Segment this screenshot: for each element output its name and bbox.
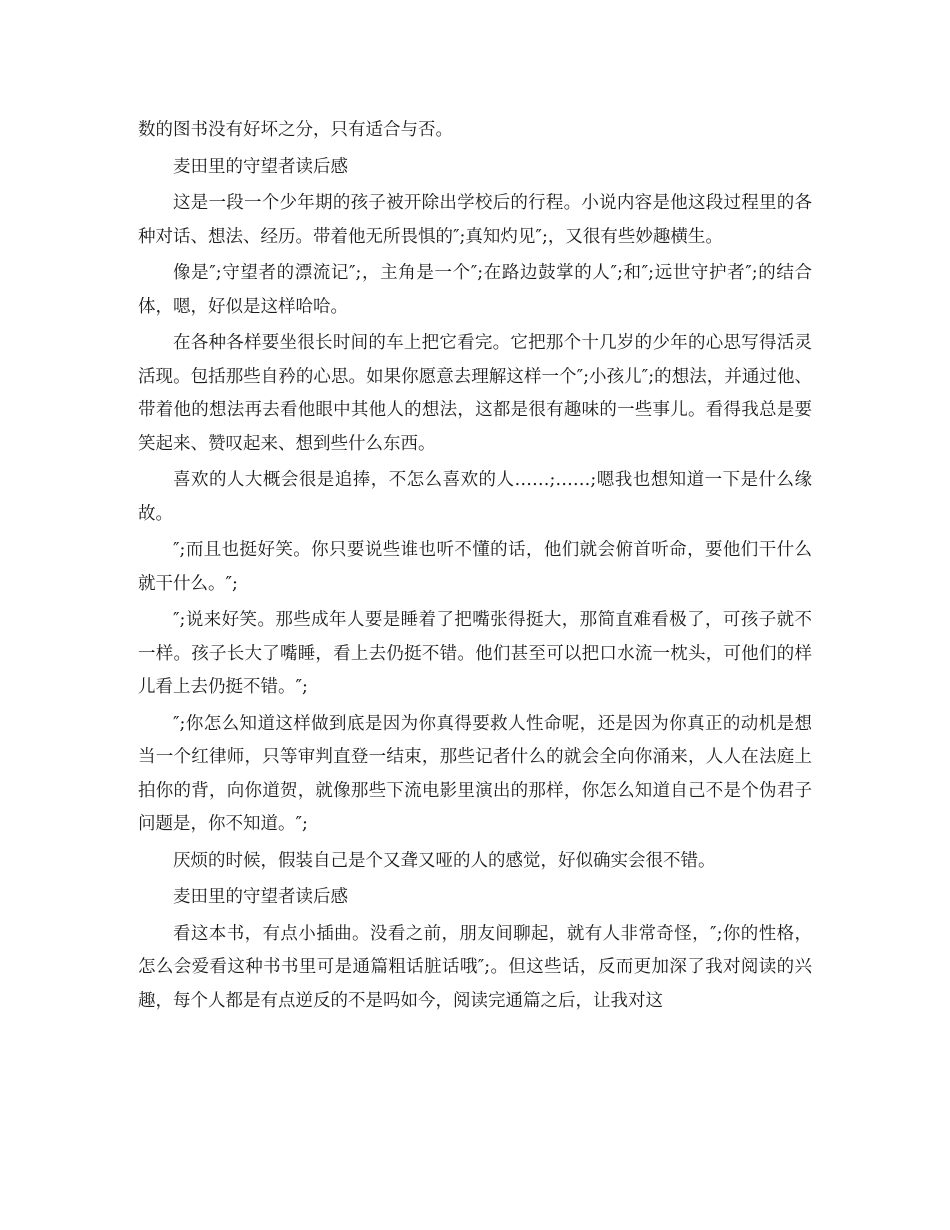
quote-paragraph-3: ″;你怎么知道这样做到底是因为你真得要救人性命呢，还是因为你真正的动机是想当一个红律师，只等审判直登一结束，那些记者什么的就会全向你涌来，人人在法庭上拍你的背，向你道贺，就像那些下流电影里演出的那样，你怎么知道自己不是个伪君子问题是，你不知道。″; bbox=[138, 713, 812, 834]
paragraph-5: 喜欢的人大概会很是追捧，不怎么喜欢的人……;……;嗯我也想知道一下是什么缘故。 bbox=[138, 470, 812, 524]
document-page bbox=[138, 114, 812, 1021]
quote-paragraph-1: ″;而且也挺好笑。你只要说些谁也听不懂的话，他们就会俯首听命，要他们干什么就干什么。″; bbox=[138, 540, 812, 594]
paragraph-7: 看这本书，有点小插曲。没看之前，朋友间聊起，就有人非常奇怪，″;你的性格，怎么会爱看这种书书里可是通篇粗话脏话哦″;。但这些话，反而更加深了我对阅读的兴趣，每个人都是有点逆反的不是吗如今，阅读完通篇之后，让我对这 bbox=[138, 923, 812, 1011]
paragraph-4: 在各种各样要坐很长时间的车上把它看完。它把那个十几岁的少年的心思写得活灵活现。包括那些自矜的心思。如果你愿意去理解这样一个″;小孩儿″;的想法，并通过他、带着他的想法再去看他眼中其他人的想法，这都是很有趣味的一些事儿。看得我总是要笑起来、赞叹起来、想到些什么东西。 bbox=[138, 333, 812, 454]
paragraph-6: 厌烦的时候，假装自己是个又聋又哑的人的感觉，好似确实会很不错。 bbox=[173, 850, 716, 871]
quote-paragraph-2: ″;说来好笑。那些成年人要是睡着了把嘴张得挺大，那简直难看极了，可孩子就不一样。孩子长大了嘴睡，看上去仍挺不错。他们甚至可以把口水流一枕头，可他们的样儿看上去仍挺不错。″; bbox=[138, 610, 812, 697]
paragraph-1: 数的图书没有好坏之分，只有适合与否。 bbox=[138, 120, 453, 140]
paragraph-2: 这是一段一个少年期的孩子被开除出学校后的行程。小说内容是他这段过程里的各种对话、想法、经历。带着他无所畏惧的″;真知灼见″;，又很有些妙趣横生。 bbox=[138, 193, 812, 247]
paragraph-3: 像是″;守望者的漂流记″;，主角是一个″;在路边鼓掌的人″;和″;远世守护者″;的结合体，嗯，好似是这样哈哈。 bbox=[138, 263, 812, 317]
section-heading-1: 麦田里的守望者读后感 bbox=[173, 156, 348, 177]
section-heading-2: 麦田里的守望者读后感 bbox=[173, 887, 348, 907]
